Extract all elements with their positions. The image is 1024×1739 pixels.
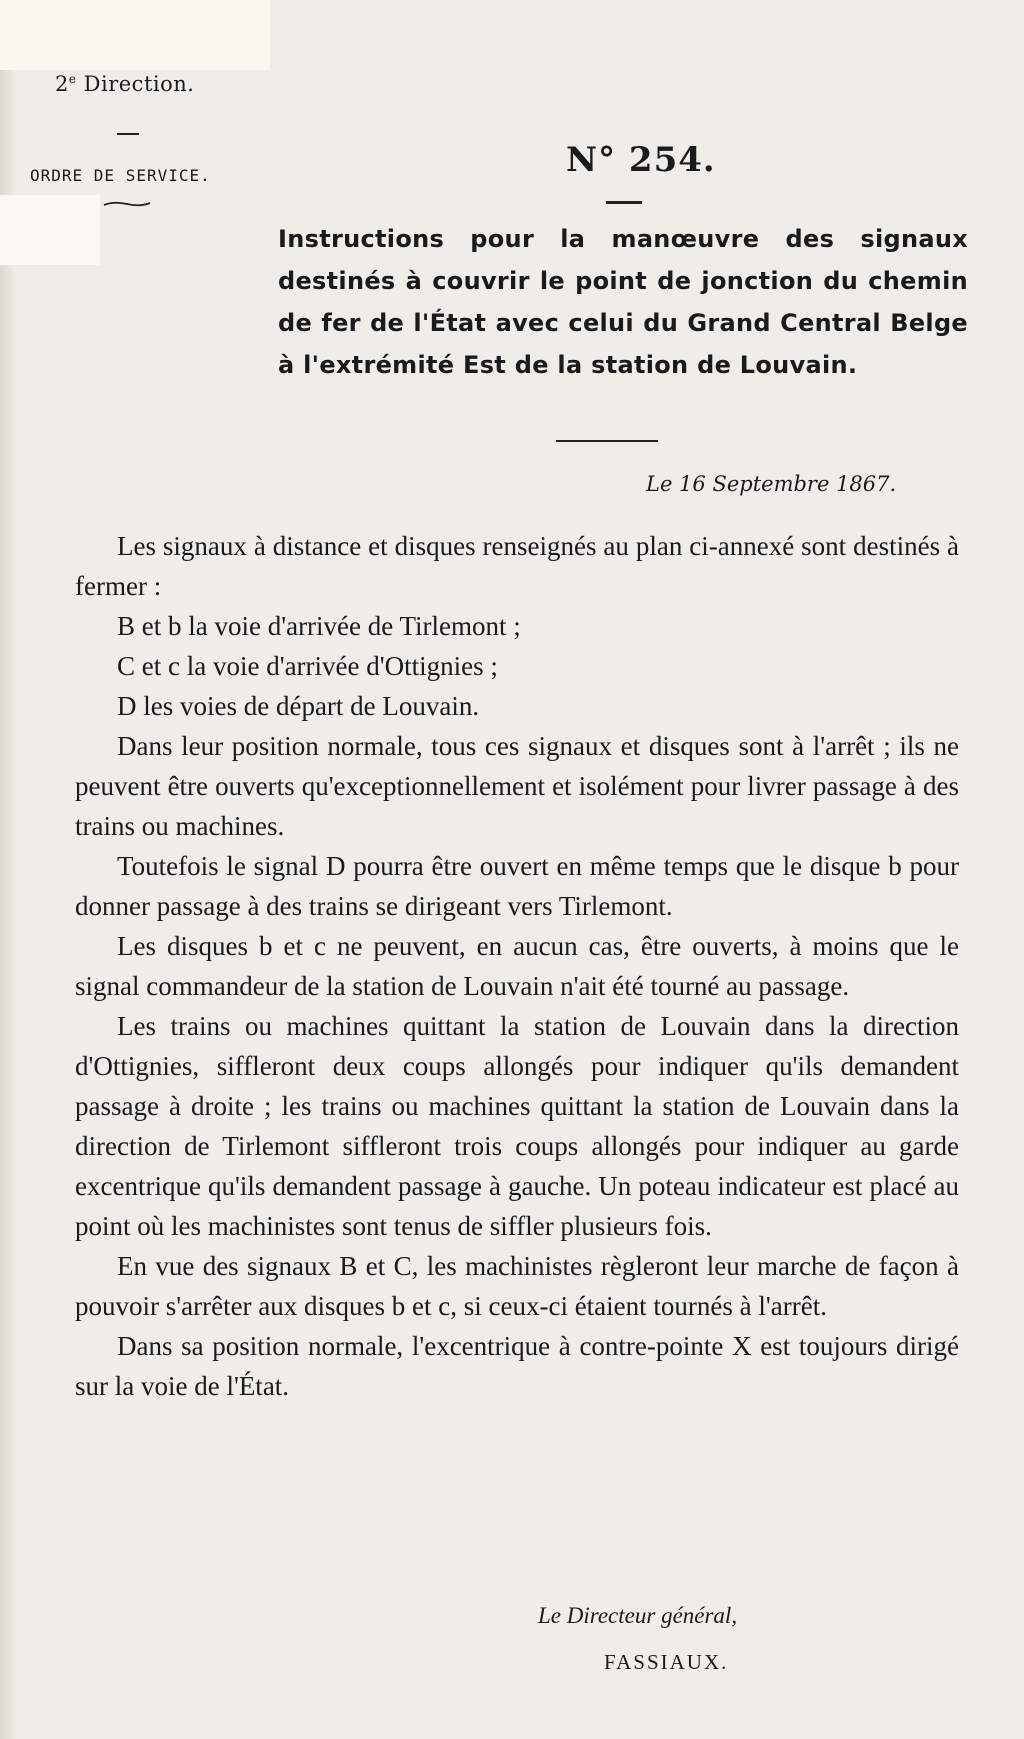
- signature-name: FASSIAUX.: [604, 1650, 729, 1674]
- paragraph: Dans leur position normale, tous ces signaux et disques sont à l'arrêt ; ils ne peuvent être ouverts qu'exceptionnellement et isolément pour livrer passage à des trains ou machines.: [75, 731, 959, 841]
- list-item: B et b la voie d'arrivée de Tirlemont ;: [117, 611, 521, 641]
- direction-heading: [55, 72, 194, 96]
- direction-number: 2: [55, 72, 69, 96]
- direction-superscript: e: [68, 72, 77, 86]
- paragraph: En vue des signaux B et C, les machinistes règleront leur marche de façon à pouvoir s'arrêter aux disques b et c, si ceux-ci étaient tournés à l'arrêt.: [75, 1251, 959, 1321]
- paragraph: Les signaux à distance et disques renseignés au plan ci-annexé sont destinés à fermer :: [75, 531, 959, 601]
- document-title: Instructions pour la manœuvre des signaux destinés à couvrir le point de jonction du chemin de fer de l'État avec celui du Grand Central Belge à l'extrémité Est de la station de Louvain.: [278, 225, 968, 379]
- paper-patch: [0, 195, 100, 265]
- separator-dash: [117, 133, 139, 135]
- paragraph: Les disques b et c ne peuvent, en aucun cas, être ouverts, à moins que le signal commandeur de la station de Louvain n'ait été tourné au passage.: [75, 931, 959, 1001]
- tilde-ornament: [102, 200, 152, 208]
- body-text: [75, 526, 959, 1406]
- list-item: D les voies de départ de Louvain.: [117, 691, 480, 721]
- direction-label: Direction.: [76, 72, 195, 96]
- order-number: N° 254.: [566, 140, 716, 180]
- title-rule: [556, 440, 658, 442]
- service-order-label: ORDRE DE SERVICE.: [30, 166, 211, 185]
- paragraph: Les trains ou machines quittant la station de Louvain dans la direction d'Ottignies, siffleront deux coups allongés pour indiquer qu'ils demandent passage à droite ; les trains ou machines quittant la station de Louvain dans la direction de Tirlemont siffleront trois coups allongés pour indiquer au garde excentrique qu'ils demandent passage à gauche. Un poteau indicateur est placé au point où les machinistes sont tenus de siffler plusieurs fois.: [75, 1011, 959, 1241]
- list-item: C et c la voie d'arrivée d'Ottignies ;: [117, 651, 498, 681]
- paragraph: Toutefois le signal D pourra être ouvert en même temps que le disque b pour donner passage à des trains se dirigeant vers Tirlemont.: [75, 851, 959, 921]
- paragraph: Dans sa position normale, l'excentrique à contre-pointe X est toujours dirigé sur la voie de l'État.: [75, 1331, 959, 1401]
- number-rule: [606, 201, 642, 204]
- paper-patch: [0, 0, 270, 70]
- signature-role: Le Directeur général,: [538, 1603, 738, 1628]
- document-date: Le 16 Septembre 1867.: [646, 472, 897, 496]
